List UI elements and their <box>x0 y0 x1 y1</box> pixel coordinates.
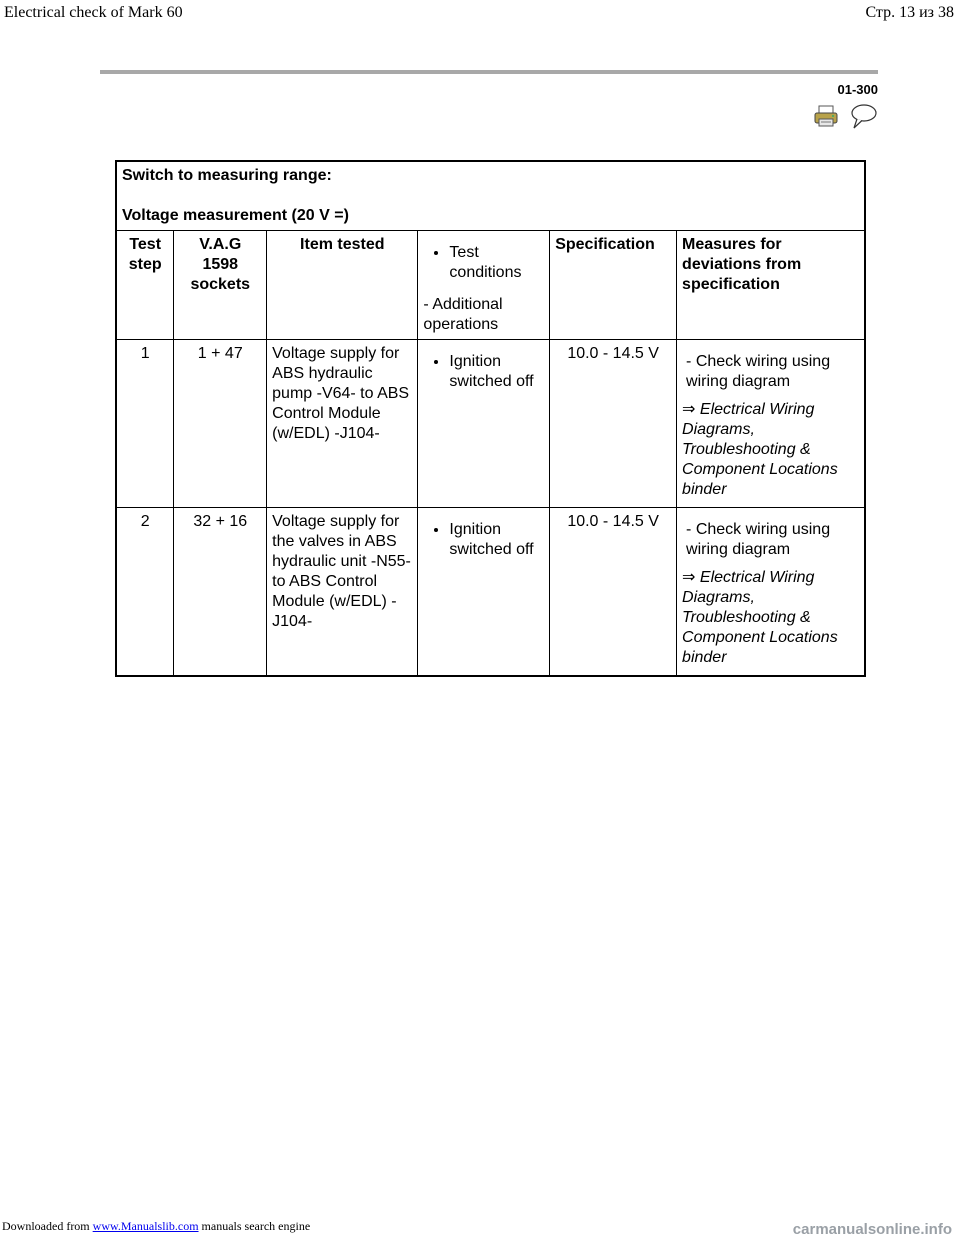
table-header-row <box>116 231 865 340</box>
cell-specification: 10.0 - 14.5 V <box>550 508 677 676</box>
header-specification: Specification <box>550 231 677 340</box>
cell-item-tested: Voltage supply for the valves in ABS hydraulic unit -N55- to ABS Control Module (w/EDL) -J104- <box>267 508 418 676</box>
reference-link-text[interactable]: Electrical Wiring Diagrams, Troubleshooting & Component Locations binder <box>682 569 838 666</box>
cell-conditions <box>418 508 550 676</box>
arrow-right-icon: ⇒ <box>682 401 696 418</box>
cell-item-tested: Voltage supply for ABS hydraulic pump -V64- to ABS Control Module (w/EDL) -J104- <box>267 340 418 508</box>
measure-text: - Check wiring using wiring diagram <box>686 521 831 558</box>
header-test-conditions: • Test conditions <box>449 243 544 283</box>
cell-sockets: 1 + 47 <box>174 340 267 508</box>
header-rule <box>100 70 878 74</box>
cell-measures <box>677 340 865 508</box>
page-header-page-number: Стр. 13 из 38 <box>865 4 954 21</box>
comment-icon[interactable] <box>848 103 878 129</box>
cell-conditions <box>418 340 550 508</box>
banner-measuring-range: Switch to measuring range: <box>122 167 332 184</box>
header-additional-operations: - Additional operations <box>423 296 503 333</box>
document-code: 01-300 <box>837 82 878 97</box>
cell-test-step: 1 <box>116 340 174 508</box>
page-header-title: Electrical check of Mark 60 <box>4 4 183 21</box>
print-icon[interactable] <box>814 105 838 127</box>
table-row <box>116 340 865 508</box>
toolbar-icons <box>814 103 880 129</box>
banner-cell <box>116 161 865 231</box>
reference-link-text[interactable]: Electrical Wiring Diagrams, Troubleshooting & Component Locations binder <box>682 401 838 498</box>
cell-test-step: 2 <box>116 508 174 676</box>
arrow-right-icon: ⇒ <box>682 569 696 586</box>
cell-measures <box>677 508 865 676</box>
table-banner <box>116 161 865 231</box>
wiring-diagram-reference[interactable] <box>682 400 859 500</box>
table-row <box>116 508 865 676</box>
banner-voltage-measurement: Voltage measurement (20 V =) <box>122 207 349 224</box>
manualslib-link[interactable]: www.Manualslib.com <box>92 1219 199 1233</box>
cell-specification: 10.0 - 14.5 V <box>550 340 677 508</box>
header-conditions <box>418 231 550 340</box>
header-item-tested: Item tested <box>267 231 418 340</box>
footer-suffix: manuals search engine <box>201 1219 311 1233</box>
footer-prefix: Downloaded from <box>2 1219 90 1233</box>
header-measures: Measures for deviations from specification <box>677 231 865 340</box>
condition-bullet: • Ignition switched off <box>449 520 544 560</box>
wiring-diagram-reference[interactable] <box>682 568 859 668</box>
download-footer <box>2 1219 310 1234</box>
measure-text: - Check wiring using wiring diagram <box>686 353 831 390</box>
cell-sockets: 32 + 16 <box>174 508 267 676</box>
condition-bullet: • Ignition switched off <box>449 352 544 392</box>
measurement-table <box>115 160 866 677</box>
header-sockets: V.A.G 1598 sockets <box>174 231 267 340</box>
header-test-step: Test step <box>116 231 174 340</box>
watermark: carmanualsonline.info <box>792 1221 952 1238</box>
